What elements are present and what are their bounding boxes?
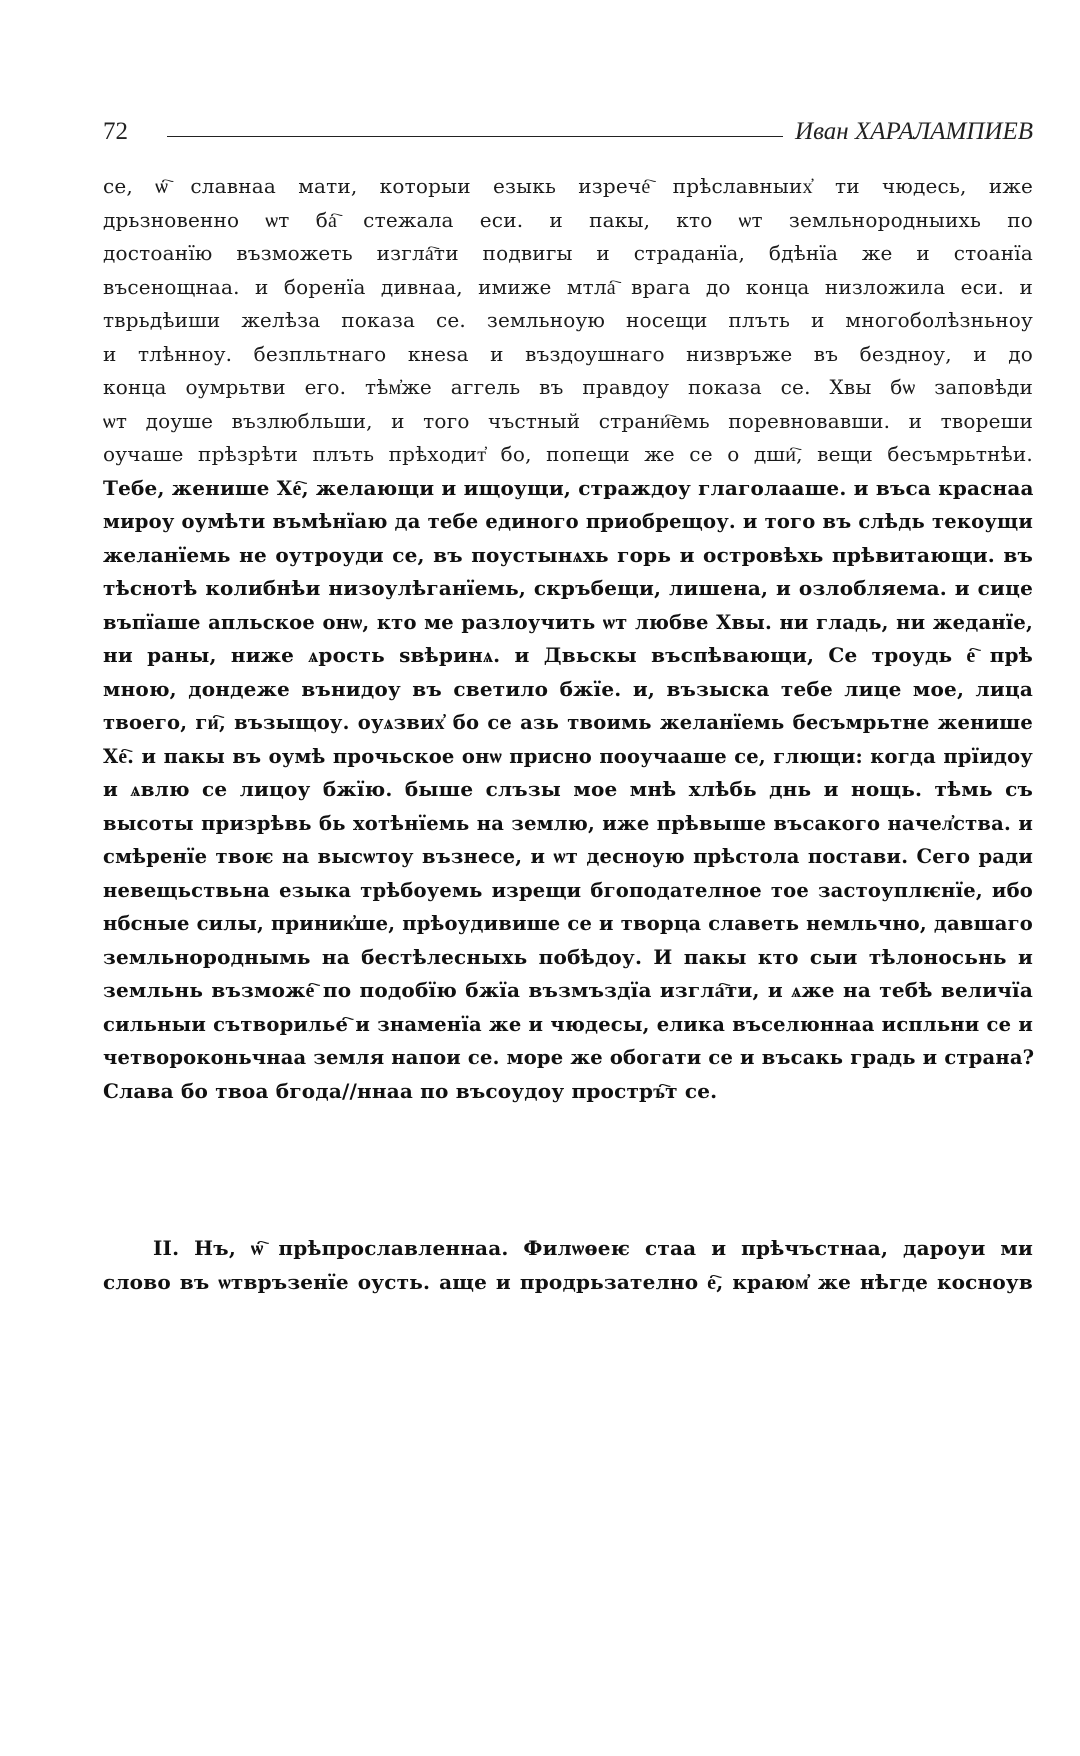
text-line: нбсные силы, приник҆ше, прѣоудивише се и творца славеть немльчно, давшаго <box>103 912 1033 935</box>
text-line: въпїаше апльское онѡ, кто ме разлоучить ѡт любве Хвы. ни гладь, ни жеданїе, <box>103 610 1033 634</box>
text-line: ни раны, ниже ѧрость ѕвѣринѧ. и Двьскы въспѣвающи, Се троудь е҇ прѣ <box>103 643 1033 667</box>
page-number: 72 <box>103 118 128 145</box>
header-rule <box>167 136 783 137</box>
text-line: смѣренїе твоѥ на высѡтоу възнесе, и ѡт десноую прѣстола постави. Сего ради <box>103 845 1033 868</box>
text-line: высоты призрѣвь бь хотѣнїемь на землю, иже прѣвыше въсакого начел҆ства. и <box>103 811 1033 835</box>
text-line: невещьствьна езыка трѣбоуемь изрещи бгоподателное тое застоуплѥнїе, ибо <box>103 878 1033 902</box>
text-line: желанїемь не оутроуди се, въ поустынѧхь горь и островѣхь прѣвитающи. въ <box>103 542 1033 567</box>
text-line: дрьзновенно ѡт ба҇ стежала еси. и пакы, кто ѡт земльнородныихь по <box>103 207 1033 232</box>
text-line: конца оумрьтви его. тѣм҆же аггель въ правдоу показа се. Хвы бѡ заповѣди <box>103 375 1033 399</box>
text-line: Хе҇. и пакы въ оумѣ прочьское онѡ присно поoучааше се, глющи: когда прїидоу <box>103 744 1033 768</box>
text-line: твоего, ги҇, възыщоу. оуѧзвих҆ бо се азь твоимь желанїемь бесъмрьтне женише <box>103 711 1033 734</box>
text-line: достоанїю възможеть изгла҇ти подвигы и страданїа, бдѣнїа же и стоанїа <box>103 241 1033 265</box>
text-line: въсенощнаа. и боренїа дивнаа, имиже мтла҇ врага до конца низложила еси. и <box>103 274 1033 299</box>
text-line: земльнь възможе҇ по подобїю бжїа възмъздїа изгла҇ти, и ѧже на тебѣ величїа <box>103 978 1033 1002</box>
text-line: Слава бо твоа бгода//ннаа по въсоудоу простръ҇т се. <box>103 1078 718 1103</box>
paragraph-2 <box>103 1232 1033 1299</box>
text-line: тврьдѣиши желѣза показа се. земльноую носещи плъть и многоболѣзньноу <box>103 308 1033 332</box>
text-line: и тлѣнноу. безпльтнаго кнеѕа и въздоушнаго низвръже въ безднoу, и до <box>103 341 1033 366</box>
text-line: и ѧвлю се лицоу бжїю. быше слъзы мое мнѣ хлѣбь днь и нощь. тѣмь съ <box>103 777 1033 801</box>
text-line: тѣснотѣ колибнѣи низоулѣганїемь, скръбещи, лишена, и озлобляема. и сице <box>103 576 1033 600</box>
text-line: земльнороднымь на бестѣлесныхь побѣдоу. И пакы кто сыи тѣлоносьнь и <box>103 944 1033 969</box>
text-line: слово въ ѡтвръзенїе оусть. аще и продрьзателно е҇, краюм҆ же нѣгде косноув <box>103 1269 1033 1294</box>
text-line: четвороконьчнаа земля напои се. море же обогати се и въсакь градь и страна? <box>103 1046 1035 1069</box>
text-line: сильныи сътворильe҇ и знаменїа же и чюдесы, елика въселюннаа испльни се и <box>103 1012 1033 1036</box>
text-line: мироу оумѣти въмѣнїаю да тебе единого приобрещоу. и того въ слѣдь текоущи <box>103 510 1033 533</box>
text-line: се, ѡ҇ славнаа мати, которыи езыкь изрече҇ прѣславныих҆ ти чюдесь, иже <box>103 174 1033 198</box>
text-line: мною, дондеже вънидоу въ светило бжїе. и, възыска тебе лице мое, лица <box>103 676 1033 701</box>
text-line: оучаше прѣзрѣти плъть прѣходит҆ бо, попещи же се о дши҇, вещи бесъмрьтнѣи. <box>103 442 1033 466</box>
running-head-author: Иван ХАРАЛАМПИЕВ <box>795 118 1033 145</box>
text-line: Тебе, женише Хе҇, желающи и ищоущи, страждоу глаголааше. и въса краснаа <box>103 475 1034 500</box>
text-line: ѡт доуше възлюбльши, и того чъстный страни҇емь поревновавши. и твореши <box>103 408 1033 433</box>
running-head <box>103 112 1033 152</box>
paragraph-1 <box>103 170 1033 1108</box>
text-line: II. Нъ, ѡ҇ прѣпрославленнаа. Филѡѳеѥ стаа и прѣчъстнаа, дароуи ми <box>153 1236 1033 1260</box>
